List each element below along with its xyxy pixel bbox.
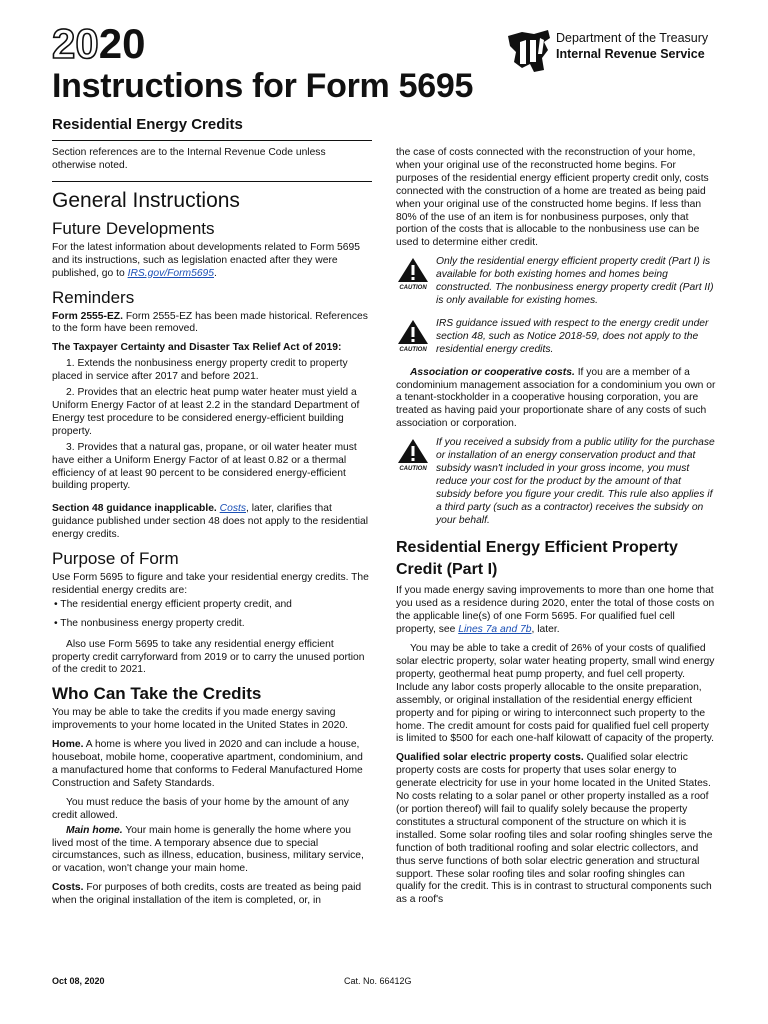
costs-continued-text: the case of costs connected with the reconstruction of your home, when your original use of the reconstructed home begins. For purposes of the residential energy efficient property credit only, costs connected with the construction of a home are treated as being paid when your original use of the constructed home begins. If less than 80% of the use of an item is for nonbusiness purposes, only that portion of the costs that is allocable to the nonbusiness use can be used to determine either credit. xyxy=(396,147,709,249)
part1-text-2: You may be able to take a credit of 26% of your costs of qualified solar electric property, solar water heating property, small wind energy property, geothermal heat pump property, and fuel cell property. Include any labor costs properly allocable to the onsite preparation, assembly, or original installation of the residential energy efficient property and for piping or wiring to interconnect such property to the home. The credit amount for costs paid for qualified fuel cell property is limited to $500 for each one-half kilowatt of capacity of the property. xyxy=(396,643,715,745)
home-paragraph xyxy=(52,739,370,791)
section48-paragraph xyxy=(52,503,370,542)
form-year xyxy=(52,20,145,68)
solar-text: Qualified solar electric property costs are costs for property that uses solar energy to generate electricity for use in your home located in the United States. No costs relating to a solar panel or other property installed as a roof (or portion thereof) will fail to qualify solely because the property constitutes a structural component of the structure on which it is installed. Some solar roofing tiles and solar roofing shingles serve the function of both traditional roofing and solar electric collectors, and thus serve functions of both solar electric generation and structural support. These solar roofing tiles and solar roofing shingles can qualify for the credit. This is in contrast to structural components such as a roof's xyxy=(396,752,713,906)
costs-label: Costs. xyxy=(52,882,84,894)
page-subtitle: Residential Energy Credits xyxy=(52,116,243,133)
relief-act-heading: The Taxpayer Certainty and Disaster Tax Relief Act of 2019: xyxy=(52,342,342,354)
home-text: A home is where you lived in 2020 and can include a house, houseboat, mobile home, cooperative apartment, condominium, and a manufactured home that conforms to Federal Manufactured Home Construction and Safety Standards. xyxy=(52,739,363,789)
page-title: Instructions for Form 5695 xyxy=(52,67,474,105)
year-bold: 20 xyxy=(98,20,146,67)
main-home-paragraph xyxy=(52,825,370,877)
solar-label: Qualified solar electric property costs. xyxy=(396,752,584,764)
right-column xyxy=(396,147,716,913)
footer-catalog-number: Cat. No. 66412G xyxy=(344,976,412,986)
solar-paragraph xyxy=(396,752,716,907)
caution-box-1 xyxy=(396,256,716,308)
irs-form5695-link[interactable]: IRS.gov/Form5695 xyxy=(127,267,215,279)
agency-service: Internal Revenue Service xyxy=(556,47,705,61)
purpose-bullet-1-text: The residential energy efficient property credit, and xyxy=(60,598,292,610)
future-developments-text: For the latest information about developments related to Form 5695 and its instructions, such as legislation enacted after they were published, go to IRS.gov/Form5695. xyxy=(52,241,360,279)
subtitle-rule xyxy=(52,140,372,141)
lines-7a-7b-link[interactable]: Lines 7a and 7b xyxy=(458,624,532,636)
reminders-heading: Reminders xyxy=(52,287,135,307)
caution-box-2 xyxy=(396,318,716,357)
caution-box-3 xyxy=(396,437,716,527)
purpose-bullet-2: • The nonbusiness energy property credit. xyxy=(54,617,245,629)
home-text-2: You must reduce the basis of your home by the amount of any credit allowed. xyxy=(52,796,349,821)
purpose-bullet-1: • The residential energy efficient property credit, and xyxy=(54,598,292,610)
act-item-2: 2. Provides that an electric heat pump water heater must yield a Uniform Energy Factor of at least 2.2 in the standard Department of Energy test procedure to be considered energy-efficient building property. xyxy=(52,387,360,437)
form2555-text: Form 2555-EZ has been made historical. References to the form have been removed. xyxy=(52,310,368,335)
caution-label: CAUTION xyxy=(399,346,427,352)
caution-icon xyxy=(396,437,430,471)
caution-label: CAUTION xyxy=(399,285,427,291)
section48-text: , later, clarifies that guidance published under section 48 does not apply to the residential energy credits. xyxy=(52,503,368,541)
who-text: You may be able to take the credits if you made energy saving improvements to your home located in the United States in 2020. xyxy=(52,707,348,732)
agency-block xyxy=(556,30,708,62)
costs-text: For purposes of both credits, costs are treated as being paid when the original installation of the item is completed, or, in xyxy=(52,882,362,907)
act-item-1: 1. Extends the nonbusiness energy property credit to property placed in service after 2017 and before 2021. xyxy=(52,358,348,383)
main-home-label: Main home. xyxy=(66,824,123,836)
home-label: Home. xyxy=(52,739,84,751)
association-label: Association or cooperative costs. xyxy=(410,366,575,378)
intro-rule xyxy=(52,181,372,182)
agency-department: Department of the Treasury xyxy=(556,31,709,45)
irs-eagle-logo-icon xyxy=(504,28,554,74)
purpose-heading: Purpose of Form xyxy=(52,549,179,569)
left-column xyxy=(52,147,370,914)
purpose-text-2: Also use Form 5695 to take any residential energy efficient property credit carryforward from 2019 or to carry the unused portion of the credit to 2021. xyxy=(52,638,365,676)
part1-text: If you made energy saving improvements to more than one home that you used as a residence during 2020, enter the total of those costs on the applicable line(s) of one Form 5695. For qualified fuel cell property, see xyxy=(396,585,715,636)
section48-label: Section 48 guidance inapplicable. xyxy=(52,503,217,515)
footer-date: Oct 08, 2020 xyxy=(52,976,105,986)
caution-2-text: IRS guidance issued with respect to the energy credit under section 48, such as Notice 2018-59, does not apply to the residential energy credits. xyxy=(436,317,709,355)
intro-text: Section references are to the Internal Revenue Code unless otherwise noted. xyxy=(52,147,326,171)
purpose-bullet-2-text: The nonbusiness energy property credit. xyxy=(60,617,245,629)
association-paragraph xyxy=(396,367,716,432)
caution-3-text: If you received a subsidy from a public utility for the purchase or installation of an energy conservation product and that subsidy wasn't included in your gross income, you must reduce your cost for the product by the amount of that subsidy before you figure your credit. This rule also applies if a third party (such as a contractor) receives the subsidy on your behalf. xyxy=(436,437,715,526)
caution-label: CAUTION xyxy=(399,466,427,472)
costs-link[interactable]: Costs xyxy=(219,503,246,515)
act-item-3: 3. Provides that a natural gas, propane, or oil water heater must have either a Uniform Energy Factor of at least 0.82 or a thermal efficiency of at least 90 percent to be considered energy-efficient building property. xyxy=(52,441,357,492)
form2555-paragraph xyxy=(52,311,370,337)
who-heading: Who Can Take the Credits xyxy=(52,684,262,704)
main-home-text: Your main home is generally the home where you lived most of the time. A temporary absence due to special circumstances, such as illness, education, business, military service, or vacation, won't change your main home. xyxy=(52,824,364,875)
form2555-label: Form 2555-EZ. xyxy=(52,310,123,322)
caution-1-text: Only the residential energy efficient property credit (Part I) is available for both existing homes and homes being constructed. The nonbusiness energy property credit (Part II) is only available for existing homes. xyxy=(436,256,714,306)
part1-paragraph xyxy=(396,585,716,637)
caution-icon xyxy=(396,256,430,290)
association-text: If you are a member of a condominium management association for a condominium you own or a tenant-stockholder in a cooperative housing corporation, you are treated as having paid your proportionate share of any costs of such association or corporation. xyxy=(396,366,716,430)
part1-heading: Residential Energy Efficient Property Credit (Part I) xyxy=(396,539,678,579)
purpose-text: Use Form 5695 to figure and take your residential energy credits. The residential energy credits are: xyxy=(52,572,369,596)
part1-tail: , later. xyxy=(531,624,560,636)
costs-paragraph xyxy=(52,882,370,908)
future-text: For the latest information about developments related to Form 5695 and its instructions, such as legislation enacted after they were published, go to xyxy=(52,241,360,279)
general-instructions-heading: General Instructions xyxy=(52,188,240,212)
caution-icon xyxy=(396,318,430,352)
year-light: 20 xyxy=(52,20,99,67)
future-developments-heading: Future Developments xyxy=(52,218,215,238)
